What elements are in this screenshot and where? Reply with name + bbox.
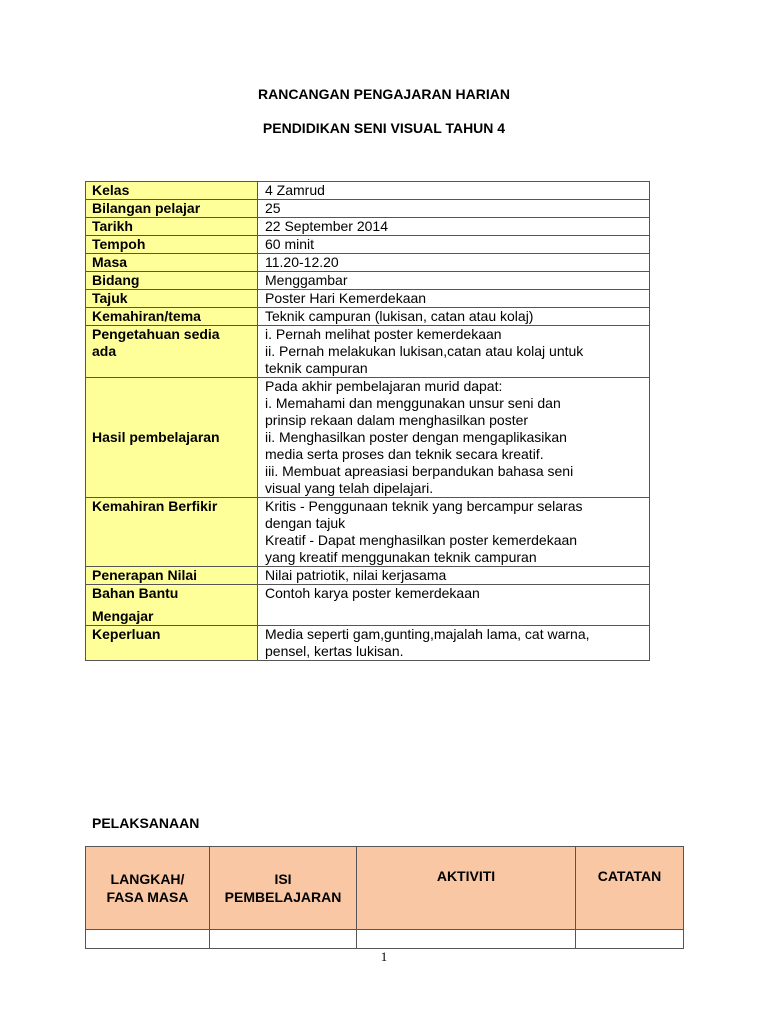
column-header-line: AKTIVITI bbox=[436, 868, 496, 884]
column-header-langkah bbox=[86, 847, 210, 930]
info-value-line: yang kreatif menggunakan teknik campuran bbox=[265, 549, 537, 565]
info-value-line: Media seperti gam,gunting,majalah lama, cat warna, bbox=[265, 626, 590, 642]
table-row bbox=[86, 930, 684, 949]
info-row-masa bbox=[86, 254, 650, 272]
info-label bbox=[86, 585, 258, 626]
info-value bbox=[258, 378, 650, 498]
info-row-tempoh bbox=[86, 236, 650, 254]
info-value: Poster Hari Kemerdekaan bbox=[258, 290, 650, 308]
info-value: 60 minit bbox=[258, 236, 650, 254]
info-label-line: ada bbox=[92, 343, 117, 359]
page-number: 1 bbox=[380, 949, 388, 964]
info-value: Nilai patriotik, nilai kerjasama bbox=[258, 567, 650, 585]
info-label: Kelas bbox=[86, 182, 258, 200]
info-row-keperluan bbox=[86, 626, 650, 661]
column-header-aktiviti bbox=[357, 847, 576, 930]
info-row-tarikh bbox=[86, 218, 650, 236]
info-label: Kemahiran/tema bbox=[86, 308, 258, 326]
section-heading-pelaksanaan: PELAKSANAAN bbox=[92, 815, 200, 831]
info-label: Hasil pembelajaran bbox=[86, 378, 258, 498]
info-value bbox=[258, 498, 650, 567]
info-row-kelas bbox=[86, 182, 650, 200]
column-header-catatan bbox=[576, 847, 684, 930]
column-header-line: CATATAN bbox=[597, 868, 662, 884]
info-label: Bidang bbox=[86, 272, 258, 290]
info-value: 4 Zamrud bbox=[258, 182, 650, 200]
info-label-line: Mengajar bbox=[92, 608, 154, 624]
info-label-line: Pengetahuan sedia bbox=[92, 326, 220, 342]
column-header-line: ISI bbox=[274, 871, 292, 887]
info-value-line: iii. Membuat apreasiasi berpandukan bahasa seni bbox=[265, 463, 574, 479]
info-row-penerapan-nilai bbox=[86, 567, 650, 585]
info-row-kemahiran-berfikir bbox=[86, 498, 650, 567]
info-value bbox=[258, 326, 650, 378]
info-value bbox=[258, 626, 650, 661]
column-header-line: PEMBELAJARAN bbox=[224, 889, 342, 905]
info-value-line: ii. Menghasilkan poster dengan mengaplikasikan bbox=[265, 429, 567, 445]
info-value: Menggambar bbox=[258, 272, 650, 290]
info-value-line: i. Pernah melihat poster kemerdekaan bbox=[265, 326, 502, 342]
table-cell bbox=[86, 930, 210, 949]
info-row-kemahiran-tema bbox=[86, 308, 650, 326]
info-value-line: i. Memahami dan menggunakan unsur seni dan bbox=[265, 395, 561, 411]
info-label: Tempoh bbox=[86, 236, 258, 254]
table-cell bbox=[210, 930, 357, 949]
info-value-line: prinsip rekaan dalam menghasilkan poster bbox=[265, 412, 529, 428]
info-row-hasil bbox=[86, 378, 650, 498]
info-label: Keperluan bbox=[86, 626, 258, 661]
info-value: 25 bbox=[258, 200, 650, 218]
info-value: Contoh karya poster kemerdekaan bbox=[258, 585, 650, 626]
info-label bbox=[86, 326, 258, 378]
info-value-line: visual yang telah dipelajari. bbox=[265, 480, 434, 496]
info-value-line: Kritis - Penggunaan teknik yang bercampur selaras bbox=[265, 498, 583, 514]
column-header-line: LANGKAH/ bbox=[110, 871, 185, 887]
table-cell bbox=[576, 930, 684, 949]
table-cell bbox=[357, 930, 576, 949]
info-value-line: pensel, kertas lukisan. bbox=[265, 643, 404, 659]
info-label-line: Bahan Bantu bbox=[92, 585, 179, 601]
column-header-line: FASA MASA bbox=[106, 889, 189, 905]
pelaksanaan-header-row bbox=[86, 847, 684, 930]
document-subtitle: PENDIDIKAN SENI VISUAL TAHUN 4 bbox=[262, 120, 506, 136]
info-row-bahan-bantu bbox=[86, 585, 650, 626]
info-row-bilangan bbox=[86, 200, 650, 218]
pelaksanaan-table bbox=[85, 846, 684, 949]
info-value-line: Kreatif - Dapat menghasilkan poster kemerdekaan bbox=[265, 532, 578, 548]
info-label: Penerapan Nilai bbox=[86, 567, 258, 585]
info-label: Bilangan pelajar bbox=[86, 200, 258, 218]
info-row-pengetahuan bbox=[86, 326, 650, 378]
info-value-line: ii. Pernah melakukan lukisan,catan atau kolaj untuk bbox=[265, 343, 584, 359]
info-label: Tajuk bbox=[86, 290, 258, 308]
info-value-line: Pada akhir pembelajaran murid dapat: bbox=[265, 378, 503, 394]
lesson-info-table bbox=[85, 181, 650, 661]
info-value: 11.20-12.20 bbox=[258, 254, 650, 272]
document-title: RANCANGAN PENGAJARAN HARIAN bbox=[257, 86, 510, 102]
column-header-isi bbox=[210, 847, 357, 930]
info-value-line: media serta proses dan teknik secara kreatif. bbox=[265, 446, 544, 462]
info-value: Teknik campuran (lukisan, catan atau kolaj) bbox=[258, 308, 650, 326]
info-row-tajuk bbox=[86, 290, 650, 308]
info-row-bidang bbox=[86, 272, 650, 290]
info-value-line: teknik campuran bbox=[265, 360, 368, 376]
info-value-line: dengan tajuk bbox=[265, 515, 346, 531]
info-label: Tarikh bbox=[86, 218, 258, 236]
info-label: Masa bbox=[86, 254, 258, 272]
info-label: Kemahiran Berfikir bbox=[86, 498, 258, 567]
info-value: 22 September 2014 bbox=[258, 218, 650, 236]
